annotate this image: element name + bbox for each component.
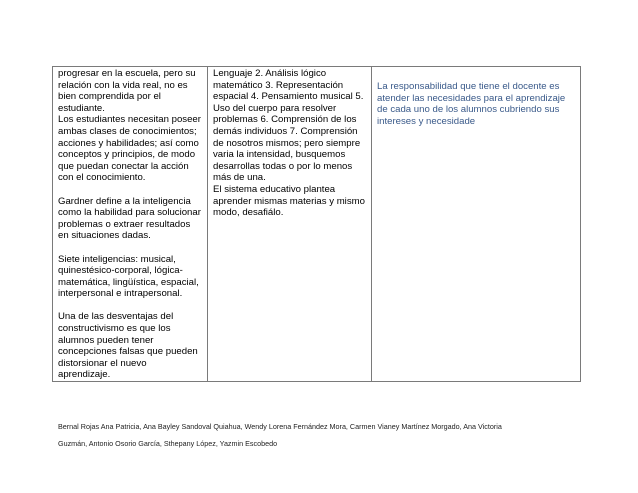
paragraph-spacer — [58, 300, 203, 312]
table-cell-column-3 — [371, 67, 580, 381]
column-2-paragraph-1: Lenguaje 2. Análisis lógico matemático 3. Representación espacial 4. Pensamiento musical 5. Uso del cuerpo para resolver problemas 6. Comprensión de los demás individuos 7. Comprensión de nosotros mismos; pero siempre varia la intensidad, busquemos desarrollas todas o por lo menos más de una. El sistema educativo plantea aprender mismas materias y mismo modo, desafiálo. — [213, 68, 365, 219]
paragraph-spacer — [58, 184, 203, 196]
column-1-paragraph-1: progresar en la escuela, pero su relación con la vida real, no es bien comprendida por el estudiante. Los estudiantes necesitan poseer ambas clases de conocimientos; acciones y habilidades; así como conceptos y principios, de modo que puedan conectar la acción con el conocimiento. — [58, 68, 201, 184]
table-cell-column-2 — [207, 67, 371, 381]
paragraph-spacer — [58, 242, 203, 254]
column-1-paragraph-4: Una de las desventajas del constructivismo es que los alumnos pueden tener concepciones falsas que pueden distorsionar el nuevo aprendizaje. — [58, 311, 198, 381]
column-3-paragraph-1: La responsabilidad que tiene el docente es atender las necesidades para el aprendizaje de cada uno de los alumnos cubriendo sus intereses y necesidade — [377, 81, 566, 127]
content-table — [52, 66, 581, 382]
table-cell-column-1 — [53, 67, 207, 381]
column-1-paragraph-3: Siete inteligencias: musical, quinestésico-corporal, lógica- matemática, lingüística, espacial, interpersonal e intrapersonal. — [58, 253, 199, 300]
footer-authors: Bernal Rojas Ana Patricia, Ana Bayley Sandoval Quiahua, Wendy Lorena Fernández Mora, Carmen Vianey Martínez Morgado, Ana Victoria Guzmán, Antonio Osorio García, Sthepany López, Yazmin Escobedo — [58, 422, 502, 448]
column-1-paragraph-2: Gardner define a la inteligencia como la habilidad para solucionar problemas o extraer resultados en situaciones dadas. — [58, 195, 201, 242]
